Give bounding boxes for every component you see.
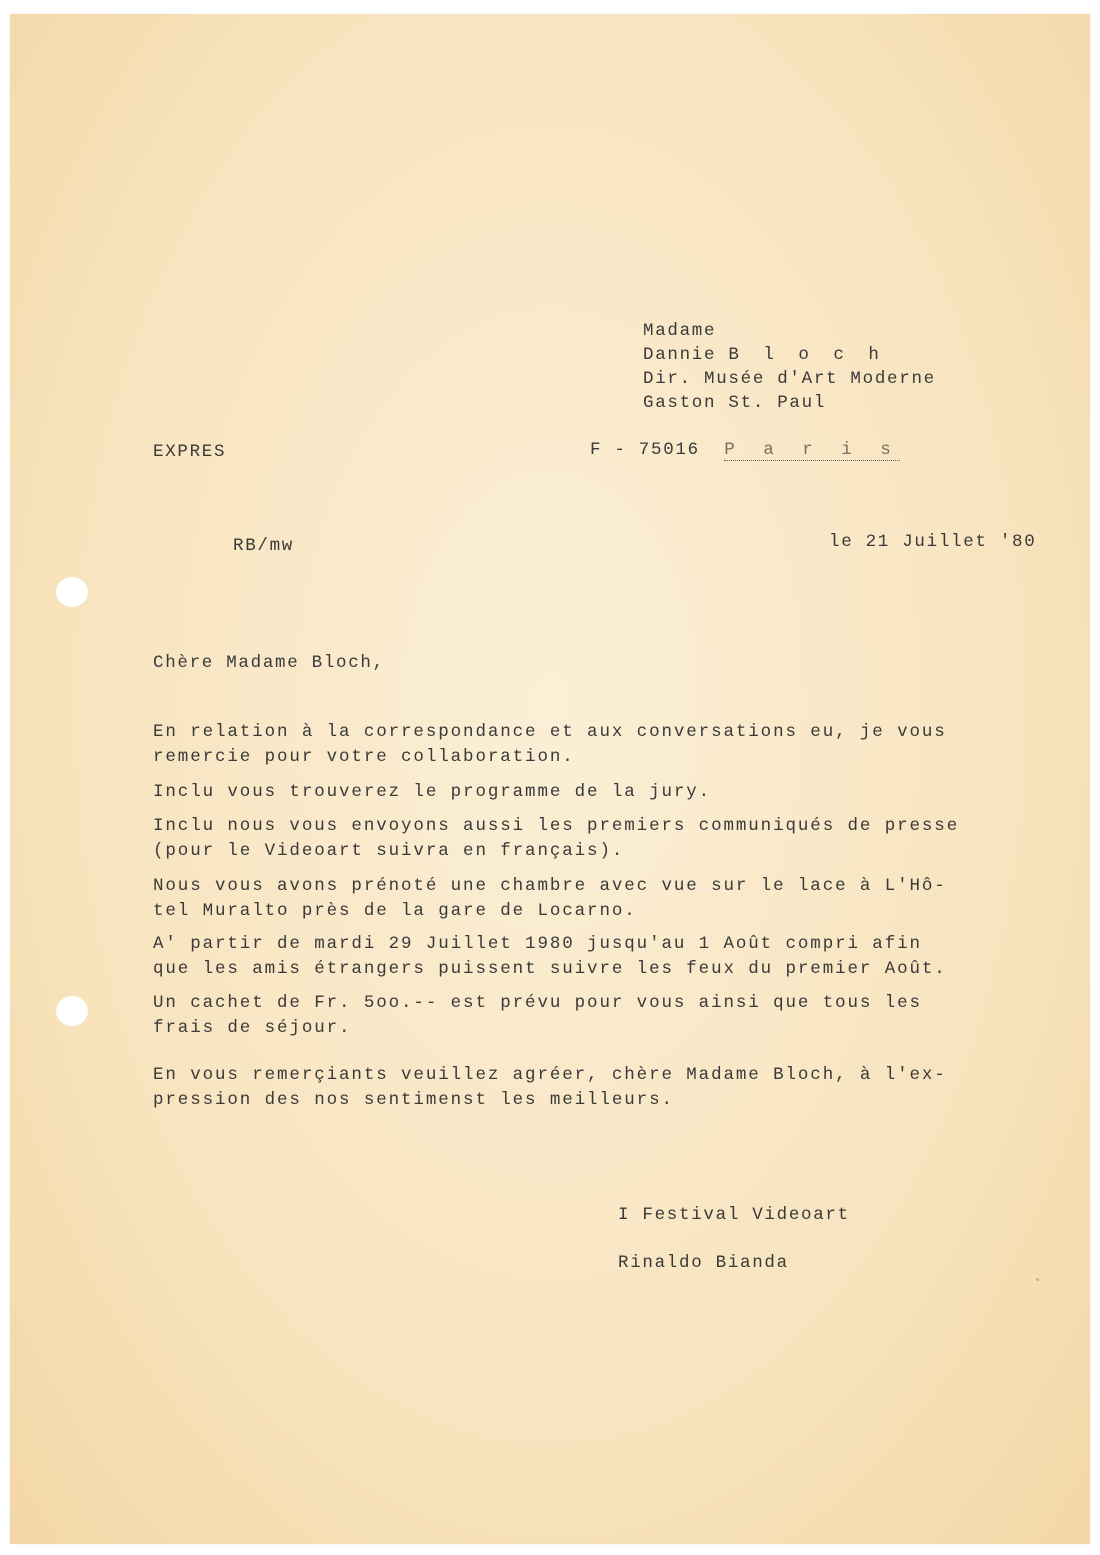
recipient-last-name: B l o c h: [728, 345, 886, 365]
recipient-postcode: F - 75016: [590, 440, 700, 460]
signature-organization: I Festival Videoart: [618, 1205, 850, 1225]
recipient-institution: Dir. Musée d'Art Moderne: [643, 369, 936, 389]
body-paragraph: A' partir de mardi 29 Juillet 1980 jusqu'au 1 Août compri afin que les amis étrangers puissent suivre les feux du premier Août.: [153, 934, 947, 979]
body-paragraph: Inclu vous trouverez le programme de la jury.: [153, 782, 712, 802]
recipient-name: [643, 343, 886, 367]
recipient-city: P a r i s: [724, 440, 900, 460]
letter-date: le 21 Juillet '80: [829, 532, 1037, 552]
body-paragraph: En relation à la correspondance et aux conversations eu, je vous remercie pour votre collaboration.: [153, 722, 947, 767]
closing-paragraph: En vous remerçiants veuillez agréer, chère Madame Bloch, à l'ex- pression des nos sentimenst les meilleurs.: [153, 1065, 947, 1110]
body-paragraph: Un cachet de Fr. 5oo.-- est prévu pour vous ainsi que tous les frais de séjour.: [153, 993, 922, 1038]
punch-hole-bottom: [56, 996, 88, 1026]
paper-speck: [1036, 1278, 1039, 1281]
recipient-postcode-line: [590, 438, 900, 462]
signature-name: Rinaldo Bianda: [618, 1253, 789, 1273]
recipient-salutation: Madame: [643, 321, 717, 341]
delivery-note: EXPRES: [153, 442, 227, 462]
letter-page: [10, 14, 1090, 1544]
body-paragraph: Nous vous avons prénoté une chambre avec vue sur le lace à L'Hô- tel Muralto près de la gare de Locarno.: [153, 876, 947, 921]
letter-greeting: Chère Madame Bloch,: [153, 653, 385, 673]
recipient-street: Gaston St. Paul: [643, 393, 827, 413]
punch-hole-top: [56, 577, 88, 607]
body-paragraph: Inclu nous vous envoyons aussi les premiers communiqués de presse (pour le Videoart suivra en français).: [153, 816, 960, 861]
reference-initials: RB/mw: [233, 536, 295, 556]
recipient-first-name: Dannie: [643, 345, 717, 365]
